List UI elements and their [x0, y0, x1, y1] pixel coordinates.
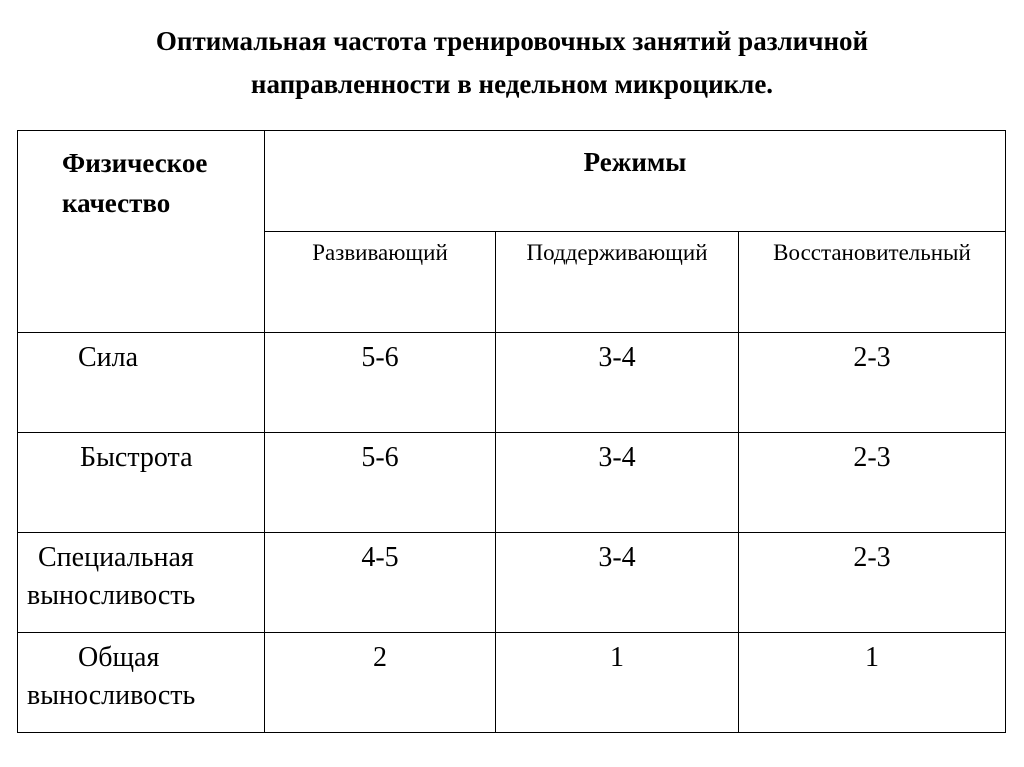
- title-line-1: Оптимальная частота тренировочных занятий различной: [155, 26, 869, 56]
- header-quality-cell: [18, 131, 265, 333]
- value-supporting: 3-4: [598, 542, 636, 573]
- value-supporting: 1: [610, 642, 624, 673]
- value-developing: 2: [373, 642, 387, 673]
- value-supporting: 3-4: [598, 342, 636, 373]
- table-row: [18, 633, 1006, 733]
- row-value-cell: [496, 333, 739, 433]
- row-value-cell: [265, 433, 496, 533]
- table-row: [18, 333, 1006, 433]
- row-quality-label: Сила: [78, 342, 139, 373]
- page-title: [0, 20, 1024, 106]
- table-row: [18, 533, 1006, 633]
- value-developing: 5-6: [361, 342, 399, 373]
- row-value-cell: [265, 333, 496, 433]
- training-frequency-table: [17, 130, 1006, 733]
- row-value-cell: [265, 533, 496, 633]
- value-developing: 4-5: [361, 542, 399, 573]
- subheader-developing: [265, 232, 496, 333]
- header-modes-label: Режимы: [583, 147, 687, 177]
- header-quality-line-1: Физическое: [62, 148, 208, 178]
- row-value-cell: [739, 633, 1006, 733]
- row-quality-cell: [18, 433, 265, 533]
- value-restorative: 2-3: [853, 542, 891, 573]
- value-restorative: 2-3: [853, 442, 891, 473]
- subheader-supporting-label: Поддерживающий: [526, 240, 708, 265]
- row-value-cell: [739, 533, 1006, 633]
- value-restorative: 1: [865, 642, 879, 673]
- row-quality-line-1: Общая: [78, 642, 160, 673]
- value-restorative: 2-3: [853, 342, 891, 373]
- header-modes-cell: [265, 131, 1006, 232]
- row-quality-line-2: выносливость: [27, 580, 196, 611]
- header-quality-line-2: качество: [62, 188, 171, 218]
- row-value-cell: [496, 533, 739, 633]
- row-quality-cell: [18, 333, 265, 433]
- subheader-supporting: [496, 232, 739, 333]
- row-quality-label: [18, 633, 264, 715]
- row-quality-line-1: Специальная: [38, 542, 194, 573]
- row-quality-cell: [18, 533, 265, 633]
- subheader-restorative-label: Восстановительный: [773, 240, 971, 265]
- value-supporting: 3-4: [598, 442, 636, 473]
- row-quality-label: Быстрота: [80, 442, 193, 473]
- row-quality-label: [18, 533, 264, 615]
- row-quality-cell: [18, 633, 265, 733]
- row-value-cell: [496, 633, 739, 733]
- header-row: [18, 131, 1006, 232]
- title-line-2: направленности в недельном микроцикле.: [250, 69, 774, 99]
- row-value-cell: [739, 433, 1006, 533]
- row-value-cell: [496, 433, 739, 533]
- subheader-developing-label: Развивающий: [312, 240, 448, 265]
- row-quality-line-2: выносливость: [27, 680, 196, 711]
- subheader-restorative: [739, 232, 1006, 333]
- value-developing: 5-6: [361, 442, 399, 473]
- row-value-cell: [265, 633, 496, 733]
- table-row: [18, 433, 1006, 533]
- row-value-cell: [739, 333, 1006, 433]
